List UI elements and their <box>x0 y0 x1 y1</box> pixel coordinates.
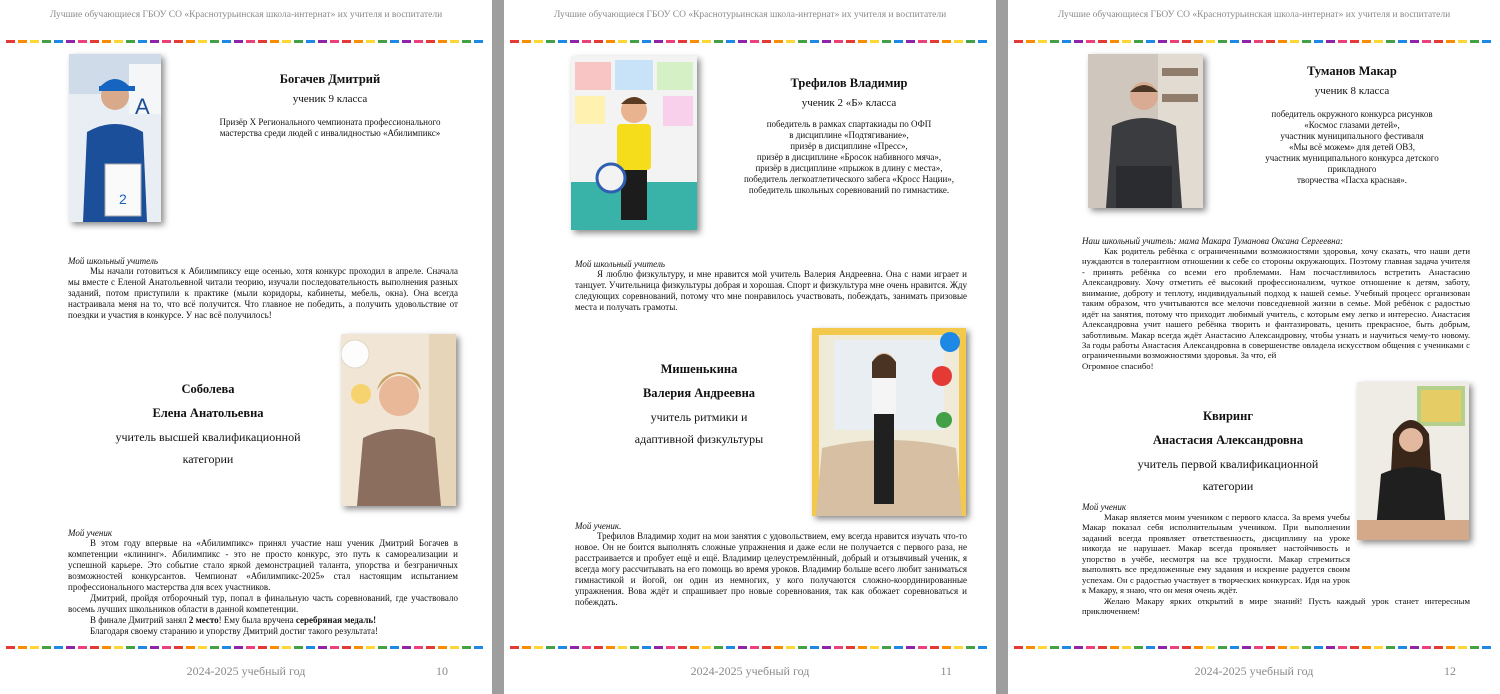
page-number: 12 <box>1444 664 1456 678</box>
pupil-paragraph-3: В финале Дмитрий занял 2 место! Ему была вручена серебряная медаль! <box>90 614 377 625</box>
page-10 <box>0 0 492 694</box>
pupil-story: Трефилов Владимир ходит на мои занятия с удовольствием, ему всегда нравится изучать что-то новое. Он не боится выполнять сложные упражнения и даже если не получается с первого раза, не расстраивается и пробует ещё и ещё. Владимир целеустремлённый, добрый и отзывчивый ученик, я всегда могу рассчитывать на его помощь во время уроков. Владимир больше всего любит заниматься гимнастикой и йогой, он один из немногих, у кого получаются сложно-координированные упражнения. Вова ждёт и спрашивает про новые соревнования, так как обожает соревноваться и побеждать. <box>575 531 967 607</box>
teacher-name: Анастасия Александровна <box>1152 432 1304 447</box>
pupil-label: Мой ученик <box>1082 502 1127 512</box>
footer-divider <box>510 646 990 649</box>
page-12 <box>1008 0 1500 694</box>
pupil-section <box>1082 502 1470 616</box>
footer-year: 2024-2025 учебный год <box>690 664 810 678</box>
teacher-section <box>68 256 458 321</box>
page-header: Лучшие обучающиеся ГБОУ СО «Краснотурьинская школа-интернат» их учителя и воспитатели <box>553 10 947 20</box>
student-photo <box>571 56 697 230</box>
footer-year: 2024-2025 учебный год <box>186 664 306 678</box>
teacher-info <box>1108 405 1348 498</box>
pupil-story: Макар является моим учеником с первого класса. За время учебы Макар показал себя исполнительным учеником. При выполнении заданий всегда проявляет ответственность, дисциплину на уроке никогда не нарушает. Макар всегда проявляет настойчивость и упорство в учёбе, несмотря на все трудности. Макар стремиться выполнять все предложенные ему задания и искренне радуется своим успехам. Он с радостью участвует в творческих конкурсах. Идя на урок к Макару, я знаю, что он меня очень ждёт. <box>1082 512 1350 596</box>
teacher-label: Мой школьный учитель <box>68 256 158 266</box>
student-grade: ученик 9 класса <box>292 93 368 105</box>
teacher-label: Мой школьный учитель <box>575 259 665 269</box>
student-award: Призёр X Регионального чемпионата профессионального мастерства среди людей с инвалидностью «Абилимпикс» <box>219 117 441 138</box>
student-name: Богачев Дмитрий <box>279 72 381 86</box>
student-grade: ученик 2 «Б» класса <box>801 97 897 109</box>
pupil-label: Мой ученик <box>68 528 113 538</box>
student-name: Туманов Макар <box>1307 64 1397 78</box>
pupil-paragraph-2: Дмитрий, пройдя отборочный тур, попал в финальную часть соревнований, где участвовало восемь лучших школьников области в данной компетенции. <box>68 592 458 614</box>
teacher-surname: Мишенькина <box>660 362 738 376</box>
teacher-info <box>594 358 804 451</box>
teacher-title-line-1: учитель первой квалификационной <box>1137 456 1319 471</box>
footer-year: 2024-2025 учебный год <box>1194 664 1314 678</box>
pupil-paragraph-1: В этом году впервые на «Абилимпикс» принял участие наш ученик Дмитрий Богачев в компетенции «клининг». Абилимпикс - это не просто конкурс, это путь к самореализации и успешной карьере. Это событие стало яркой демонстрацией таланта, упорства и безграничных возможностей конкурсантов. Чемпионат «Абилимпикс-2025» стал настоящим испытанием профессионального мастерства для всех участников. <box>68 538 458 592</box>
student-photo <box>1088 54 1203 208</box>
teacher-story: Как родитель ребёнка с ограниченными возможностями здоровья, хочу сказать, что наши дети нуждаются в толерантном отношении к себе со стороны окружающих. Поэтому главная задача учителя - принять ребёнка со всеми его проблемами. Нам посчастливилось встретить Анастасию Александровну. Хочу отметить её высокий профессионализм, чуткое отношение к детям, заботу, внимание, доброту и теплоту, индивидуальный подход к нашей семье. Учебный процесс организован таким образом, что учитываются все мелочи повседневной жизни в семье. Мой ребёнок с радостью идёт на занятия, потому что приходит любимый учитель, с которым ему легко и интересно. Анастасия Александровна учит нашего ребёнка творить и фантазировать, ценить прекрасное, быть добрым, заботливым. Макар всегда ждёт Анастасию Александровну, чтобы узнать и научиться чему-то новому. За годы работы Анастасия Александровна в совершенстве овладела искусством общения с учениками с ограниченными возможностями здоровья. За что, ей <box>1082 246 1470 361</box>
teacher-section <box>1082 236 1470 371</box>
teacher-title-line-1: учитель высшей квалификационной <box>115 429 301 444</box>
teacher-title-line-2: категории <box>1202 479 1254 494</box>
teacher-photo <box>341 334 456 506</box>
teacher-title-line-1: учитель ритмики и <box>650 409 748 424</box>
student-info <box>1218 64 1486 186</box>
teacher-title-line-2: категории <box>182 452 234 467</box>
teacher-surname: Соболева <box>181 382 235 396</box>
teacher-name: Валерия Андреевна <box>642 385 756 400</box>
pupil-label: Мой ученик. <box>575 521 622 531</box>
header-divider <box>510 40 990 43</box>
teacher-thanks: Огромное спасибо! <box>1082 360 1154 371</box>
header-divider <box>6 40 486 43</box>
student-awards: победитель в рамках спартакиады по ОФП в дисциплине «Подтягивание», призёр в дисциплине «Пресс», призёр в дисциплине «Бросок набивного мяча», призёр в дисциплине «прыжок в длину с места», победитель легкоатлетического забега «Кросс Нации», победитель школьных соревнований по гимнастике. <box>743 119 955 195</box>
footer-divider <box>1014 646 1494 649</box>
page-header: Лучшие обучающиеся ГБОУ СО «Краснотурьинская школа-интернат» их учителя и воспитатели <box>49 10 443 20</box>
student-grade: ученик 8 класса <box>1314 85 1390 97</box>
page-header: Лучшие обучающиеся ГБОУ СО «Краснотурьинская школа-интернат» их учителя и воспитатели <box>1057 10 1451 20</box>
pupil-wish: Желаю Макару ярких открытий в мире знаний! Пусть каждый урок станет интересным приключением! <box>1082 595 1470 616</box>
student-info <box>709 76 989 196</box>
pupil-section <box>68 528 458 637</box>
teacher-photo <box>812 328 966 516</box>
header-divider <box>1014 40 1494 43</box>
page-number: 10 <box>436 664 448 678</box>
pupil-section <box>575 521 967 608</box>
teacher-section <box>575 259 967 313</box>
teacher-info <box>88 378 328 471</box>
page-11 <box>504 0 996 694</box>
student-photo <box>69 54 161 222</box>
pupil-paragraph-4: Благодаря своему старанию и упорству Дмитрий достиг такого результата! <box>90 625 378 636</box>
student-awards: победитель окружного конкурса рисунков «Космос глазами детей», участник муниципального фестиваля «Мы всё можем» для детей ОВЗ, участник муниципального конкурса детского прикладного творчества «Пасха красная». <box>1265 109 1439 185</box>
student-info <box>180 72 480 139</box>
svg-text:2: 2 <box>119 191 127 207</box>
svg-text:A: A <box>135 94 150 119</box>
teacher-label: Наш школьный учитель: мама Макара Туманова Оксана Сергеевна: <box>1082 236 1344 246</box>
teacher-name: Елена Анатольевна <box>152 405 264 420</box>
teacher-story: Я люблю физкультуру, и мне нравится мой учитель Валерия Андреевна. Она с нами играет и танцует. Учительница физкультуры добрая и хорошая. Спорт и физкультура мне очень нравится. Жду следующих соревнований, потому что мне понравилось участвовать, побеждать, занимать призовые места и получать грамоты. <box>575 269 967 312</box>
teacher-title-line-2: адаптивной физкультуры <box>634 432 764 447</box>
student-name: Трефилов Владимир <box>790 76 908 90</box>
teacher-surname: Квиринг <box>1202 409 1254 423</box>
teacher-story: Мы начали готовиться к Абилимпиксу еще осенью, хотя конкурс проходил в апреле. Сначала мы вместе с Еленой Анатольевной читали теорию, изучали последовательность выполнения разных заданий, потом приступили к практике (мыли коридоры, кабинеты, мебель, окна). Она всегда настраивала меня на то, что всё получится. Что главное не победить, а получить удовольствие от поездки и участия в конкурсе. У нас всё получилось! <box>68 266 458 320</box>
footer-divider <box>6 646 486 649</box>
page-number: 11 <box>940 664 952 678</box>
